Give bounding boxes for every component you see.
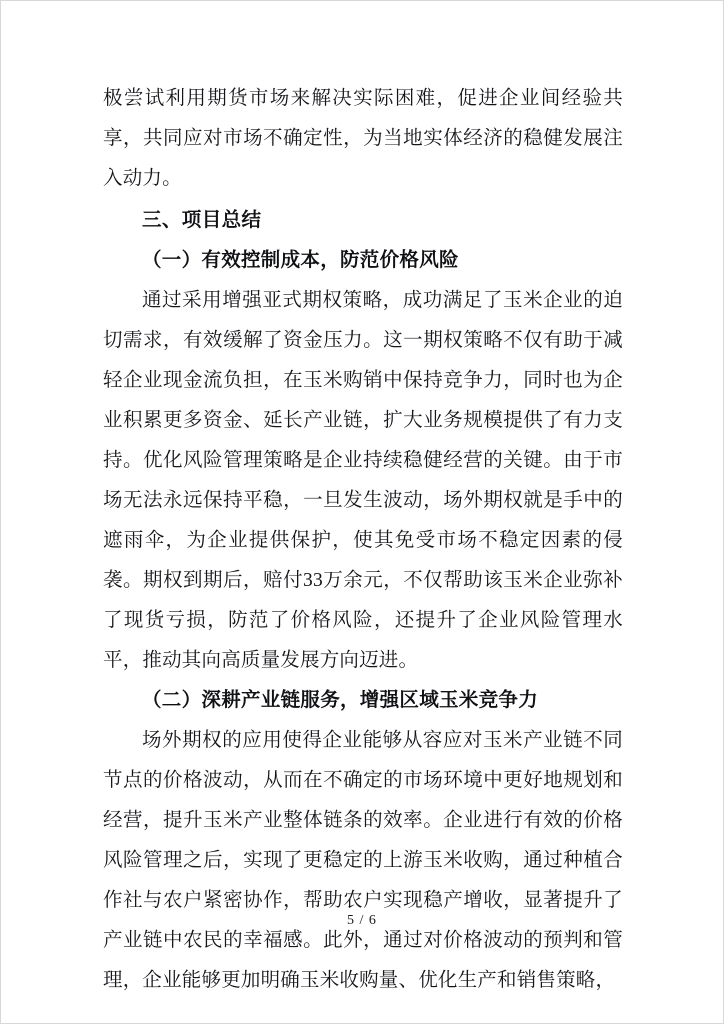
subsection-heading-industry-chain: （二）深耕产业链服务，增强区域玉米竞争力 — [142, 690, 539, 711]
page-content — [103, 79, 623, 1001]
page-number-footer: 5 / 6 — [347, 913, 377, 928]
paragraph-industry-chain-body: 场外期权的应用使得企业能够从容应对玉米产业链不同节点的价格波动，从而在不确定的市场环境中更好地规划和经营，提升玉米产业整体链条的效率。企业进行有效的价格风险管理之后，实现了更稳定的上游玉米收购，通过种植合作社与农户紧密协作，帮助农户实现稳产增收，显著提升了产业链中农民的幸福感。此外，通过对价格波动的预判和管理，企业能够更加明确玉米收购量、优化生产和销售策略， — [103, 730, 623, 991]
section-heading-project-summary: 三、项目总结 — [142, 210, 262, 231]
paragraph-cost-control-body: 通过采用增强亚式期权策略，成功满足了玉米企业的迫切需求，有效缓解了资金压力。这一期权策略不仅有助于减轻企业现金流负担，在玉米购销中保持竞争力，同时也为企业积累更多资金、延长产业链，扩大业务规模提供了有力支持。优化风险管理策略是企业持续稳健经营的关键。由于市场无法永远保持平稳，一旦发生波动，场外期权就是手中的遮雨伞，为企业提供保护，使其免受市场不稳定因素的侵袭。期权到期后，赔付33万余元，不仅帮助该玉米企业弥补了现货亏损，防范了价格风险，还提升了企业风险管理水平，推动其向高质量发展方向迈进。 — [103, 290, 623, 671]
subsection-heading-cost-control: （一）有效控制成本，防范价格风险 — [142, 250, 459, 271]
paragraph-continuation: 极尝试利用期货市场来解决实际困难，促进企业间经验共享，共同应对市场不确定性，为当地实体经济的稳健发展注入动力。 — [103, 88, 623, 189]
